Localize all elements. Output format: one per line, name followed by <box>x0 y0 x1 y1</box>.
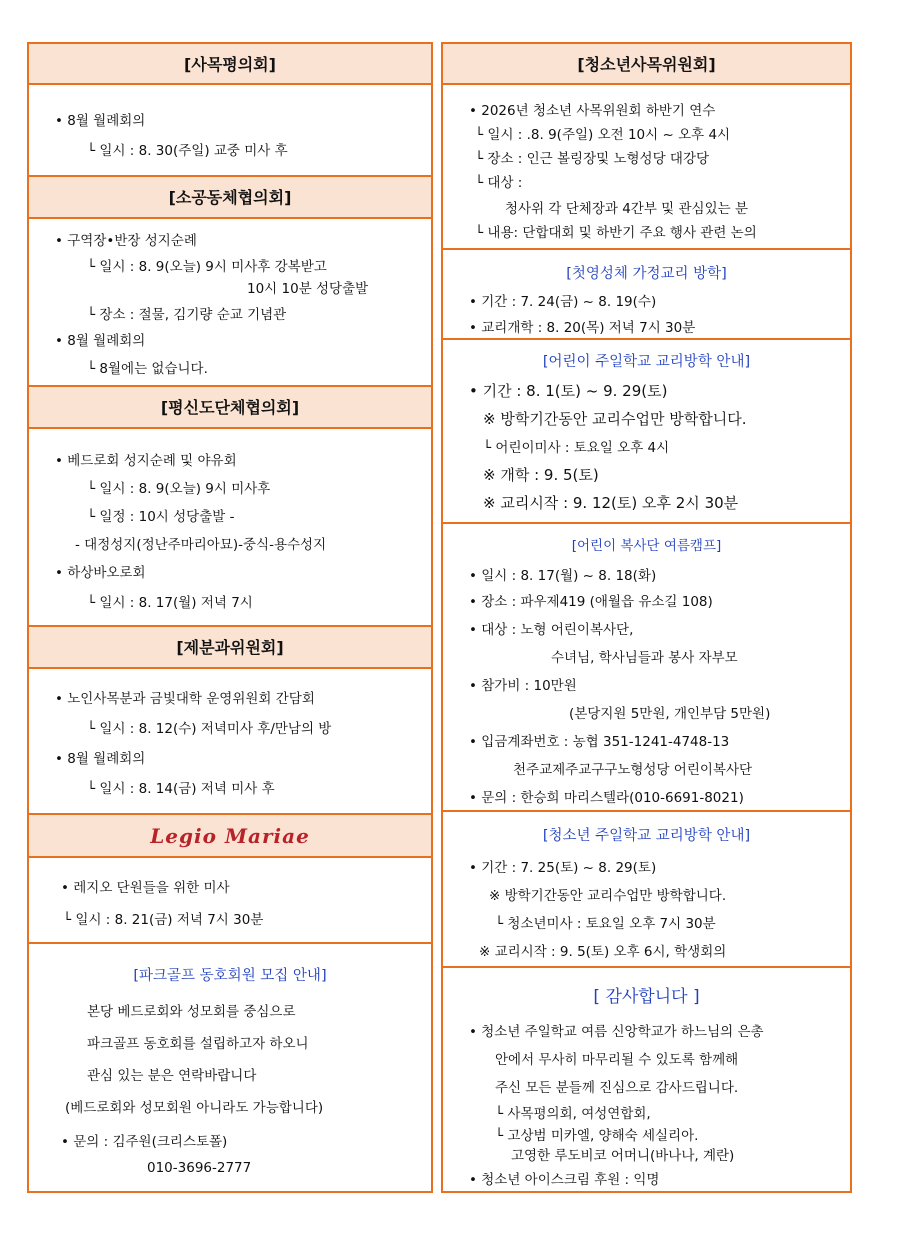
park-golf-line: (베드로회와 성모회원 아니라도 가능합니다) <box>65 1100 324 1116</box>
laity-body <box>29 429 431 625</box>
altar-camp-line: • 장소 : 파우제419 (애월읍 유소길 108) <box>469 594 713 610</box>
subcommittee-line: └ 일시 : 8. 14(금) 저녁 미사 후 <box>87 781 275 797</box>
altar-camp-line: (본당지원 5만원, 개인부담 5만원) <box>569 706 771 722</box>
laity-line: - 대정성지(정난주마리아묘)-중식-용수성지 <box>75 537 327 553</box>
youth-committee-line: 청사위 각 단체장과 4간부 및 관심있는 분 <box>505 201 748 217</box>
youth-committee-line: └ 장소 : 인근 볼링장및 노형성당 대강당 <box>475 151 710 167</box>
thanks-line: 주신 모든 분들께 진심으로 감사드립니다. <box>495 1080 739 1096</box>
children-school-line: ※ 개학 : 9. 5(토) <box>483 466 599 484</box>
council-line: └ 일시 : 8. 30(주일) 교중 미사 후 <box>87 143 288 159</box>
subcommittee-line: • 8월 월례회의 <box>55 751 146 767</box>
council-title: [사목평의회] <box>184 55 276 74</box>
park-golf-line: 본당 베드로회와 성모회를 중심으로 <box>87 1004 296 1020</box>
altar-camp-line: • 일시 : 8. 17(월) ~ 8. 18(화) <box>469 568 657 584</box>
altar-camp-line: • 입금계좌번호 : 농협 351-1241-4748-13 <box>469 734 730 750</box>
laity-line: └ 일정 : 10시 성당출발 - <box>87 509 235 525</box>
youth-school-title: [청소년 주일학교 교리방학 안내] <box>542 828 751 844</box>
subcommittee-title: [제분과위원회] <box>176 638 284 657</box>
altar-camp-line: • 참가비 : 10만원 <box>469 678 577 694</box>
laity-header <box>29 385 431 429</box>
laity-title: [평신도단체협의회] <box>160 398 300 417</box>
right-column <box>441 42 852 1193</box>
youth-school-line: └ 청소년미사 : 토요일 오후 7시 30분 <box>495 916 716 932</box>
youth-committee-header <box>443 44 850 85</box>
laity-line: └ 일시 : 8. 9(오늘) 9시 미사후 <box>87 481 271 497</box>
council-line: • 8월 월례회의 <box>55 113 146 129</box>
thanks-title: [ 감사합니다 ] <box>593 987 700 1007</box>
council-body <box>29 85 431 175</box>
youth-school-line: ※ 교리시작 : 9. 5(토) 오후 6시, 학생회의 <box>479 944 727 960</box>
altar-camp-line: 수녀님, 학사님들과 봉사 자부모 <box>551 650 738 666</box>
thanks-body <box>443 966 850 1191</box>
thanks-line: 고영한 루도비코 어머니(바나나, 계란) <box>511 1148 735 1164</box>
youth-school-body <box>443 810 850 968</box>
thanks-line: └ 고상범 미카엘, 양해숙 세실리아. <box>495 1128 699 1144</box>
legio-title: Legio Mariae <box>150 824 310 848</box>
children-school-title: [어린이 주일학교 교리방학 안내] <box>542 354 751 370</box>
children-school-line: ※ 교리시작 : 9. 12(토) 오후 2시 30분 <box>483 494 739 512</box>
small-community-line: └ 일시 : 8. 9(오늘) 9시 미사후 강복받고 <box>87 259 327 275</box>
altar-camp-title: [어린이 복사단 여름캠프] <box>571 538 722 554</box>
first-communion-title: [첫영성체 가정교리 방학] <box>566 266 727 282</box>
subcommittee-line: └ 일시 : 8. 12(수) 저녁미사 후/만남의 방 <box>87 721 332 737</box>
youth-school-line: ※ 방학기간동안 교리수업만 방학합니다. <box>489 888 727 904</box>
youth-committee-line: • 2026년 청소년 사목위원회 하반기 연수 <box>469 103 716 119</box>
council-header <box>29 44 431 85</box>
first-communion-line: • 교리개학 : 8. 20(목) 저녁 7시 30분 <box>469 320 696 336</box>
laity-line: • 베드로회 성지순례 및 야유회 <box>55 453 237 469</box>
small-community-line: └ 8월에는 없습니다. <box>87 361 208 377</box>
small-community-title: [소공동체협의회] <box>168 188 292 207</box>
left-column <box>27 42 433 1193</box>
first-communion-body <box>443 248 850 340</box>
altar-camp-body <box>443 522 850 812</box>
legio-header <box>29 813 431 858</box>
children-school-line: • 기간 : 8. 1(토) ~ 9. 29(토) <box>469 382 668 400</box>
park-golf-line: 파크골프 동호회를 설립하고자 하오니 <box>87 1036 309 1052</box>
children-school-line: └ 어린이미사 : 토요일 오후 4시 <box>483 440 670 456</box>
small-community-line: • 구역장•반장 성지순례 <box>55 233 197 249</box>
small-community-line: 10시 10분 성당출발 <box>247 281 369 297</box>
youth-committee-title: [청소년사목위원회] <box>577 55 716 74</box>
youth-committee-line: └ 내용: 단합대회 및 하반기 주요 행사 관련 논의 <box>475 225 757 241</box>
subcommittee-header <box>29 625 431 669</box>
subcommittee-body <box>29 669 431 813</box>
park-golf-body <box>29 944 431 1191</box>
youth-school-line: • 기간 : 7. 25(토) ~ 8. 29(토) <box>469 860 657 876</box>
children-school-body <box>443 338 850 522</box>
subcommittee-line: • 노인사목분과 금빛대학 운영위원회 간담회 <box>55 691 315 707</box>
park-golf-line: 관심 있는 분은 연락바랍니다 <box>87 1068 257 1084</box>
laity-line: • 하상바오로회 <box>55 565 146 581</box>
laity-line: └ 일시 : 8. 17(월) 저녁 7시 <box>87 595 253 611</box>
legio-body <box>29 858 431 944</box>
legio-line: └ 일시 : 8. 21(금) 저녁 7시 30분 <box>63 912 264 928</box>
thanks-line: 안에서 무사히 마무리될 수 있도록 함께해 <box>495 1052 739 1068</box>
park-golf-line: • 문의 : 김주원(크리스토폴) <box>61 1134 228 1150</box>
altar-camp-line: • 대상 : 노형 어린이복사단, <box>469 622 634 638</box>
altar-camp-line: • 문의 : 한승희 마리스텔라(010-6691-8021) <box>469 790 744 806</box>
small-community-header <box>29 175 431 219</box>
small-community-line: └ 장소 : 절물, 김기량 순교 기념관 <box>87 307 287 323</box>
small-community-body <box>29 219 431 385</box>
small-community-line: • 8월 월례회의 <box>55 333 146 349</box>
altar-camp-line: 천주교제주교구구노형성당 어린이복사단 <box>513 762 753 778</box>
thanks-line: • 청소년 아이스크림 후원 : 익명 <box>469 1172 660 1188</box>
youth-committee-line: └ 일시 : .8. 9(주일) 오전 10시 ~ 오후 4시 <box>475 127 731 143</box>
first-communion-line: • 기간 : 7. 24(금) ~ 8. 19(수) <box>469 294 657 310</box>
legio-line: • 레지오 단원들을 위한 미사 <box>61 880 230 896</box>
park-golf-title: [파크골프 동호회원 모집 안내] <box>133 968 327 984</box>
thanks-line: └ 사목평의회, 여성연합회, <box>495 1106 651 1122</box>
youth-committee-line: └ 대상 : <box>475 175 523 191</box>
children-school-line: ※ 방학기간동안 교리수업만 방학합니다. <box>483 410 747 428</box>
park-golf-line: 010-3696-2777 <box>147 1160 252 1176</box>
thanks-line: • 청소년 주일학교 여름 신앙학교가 하느님의 은총 <box>469 1024 764 1040</box>
